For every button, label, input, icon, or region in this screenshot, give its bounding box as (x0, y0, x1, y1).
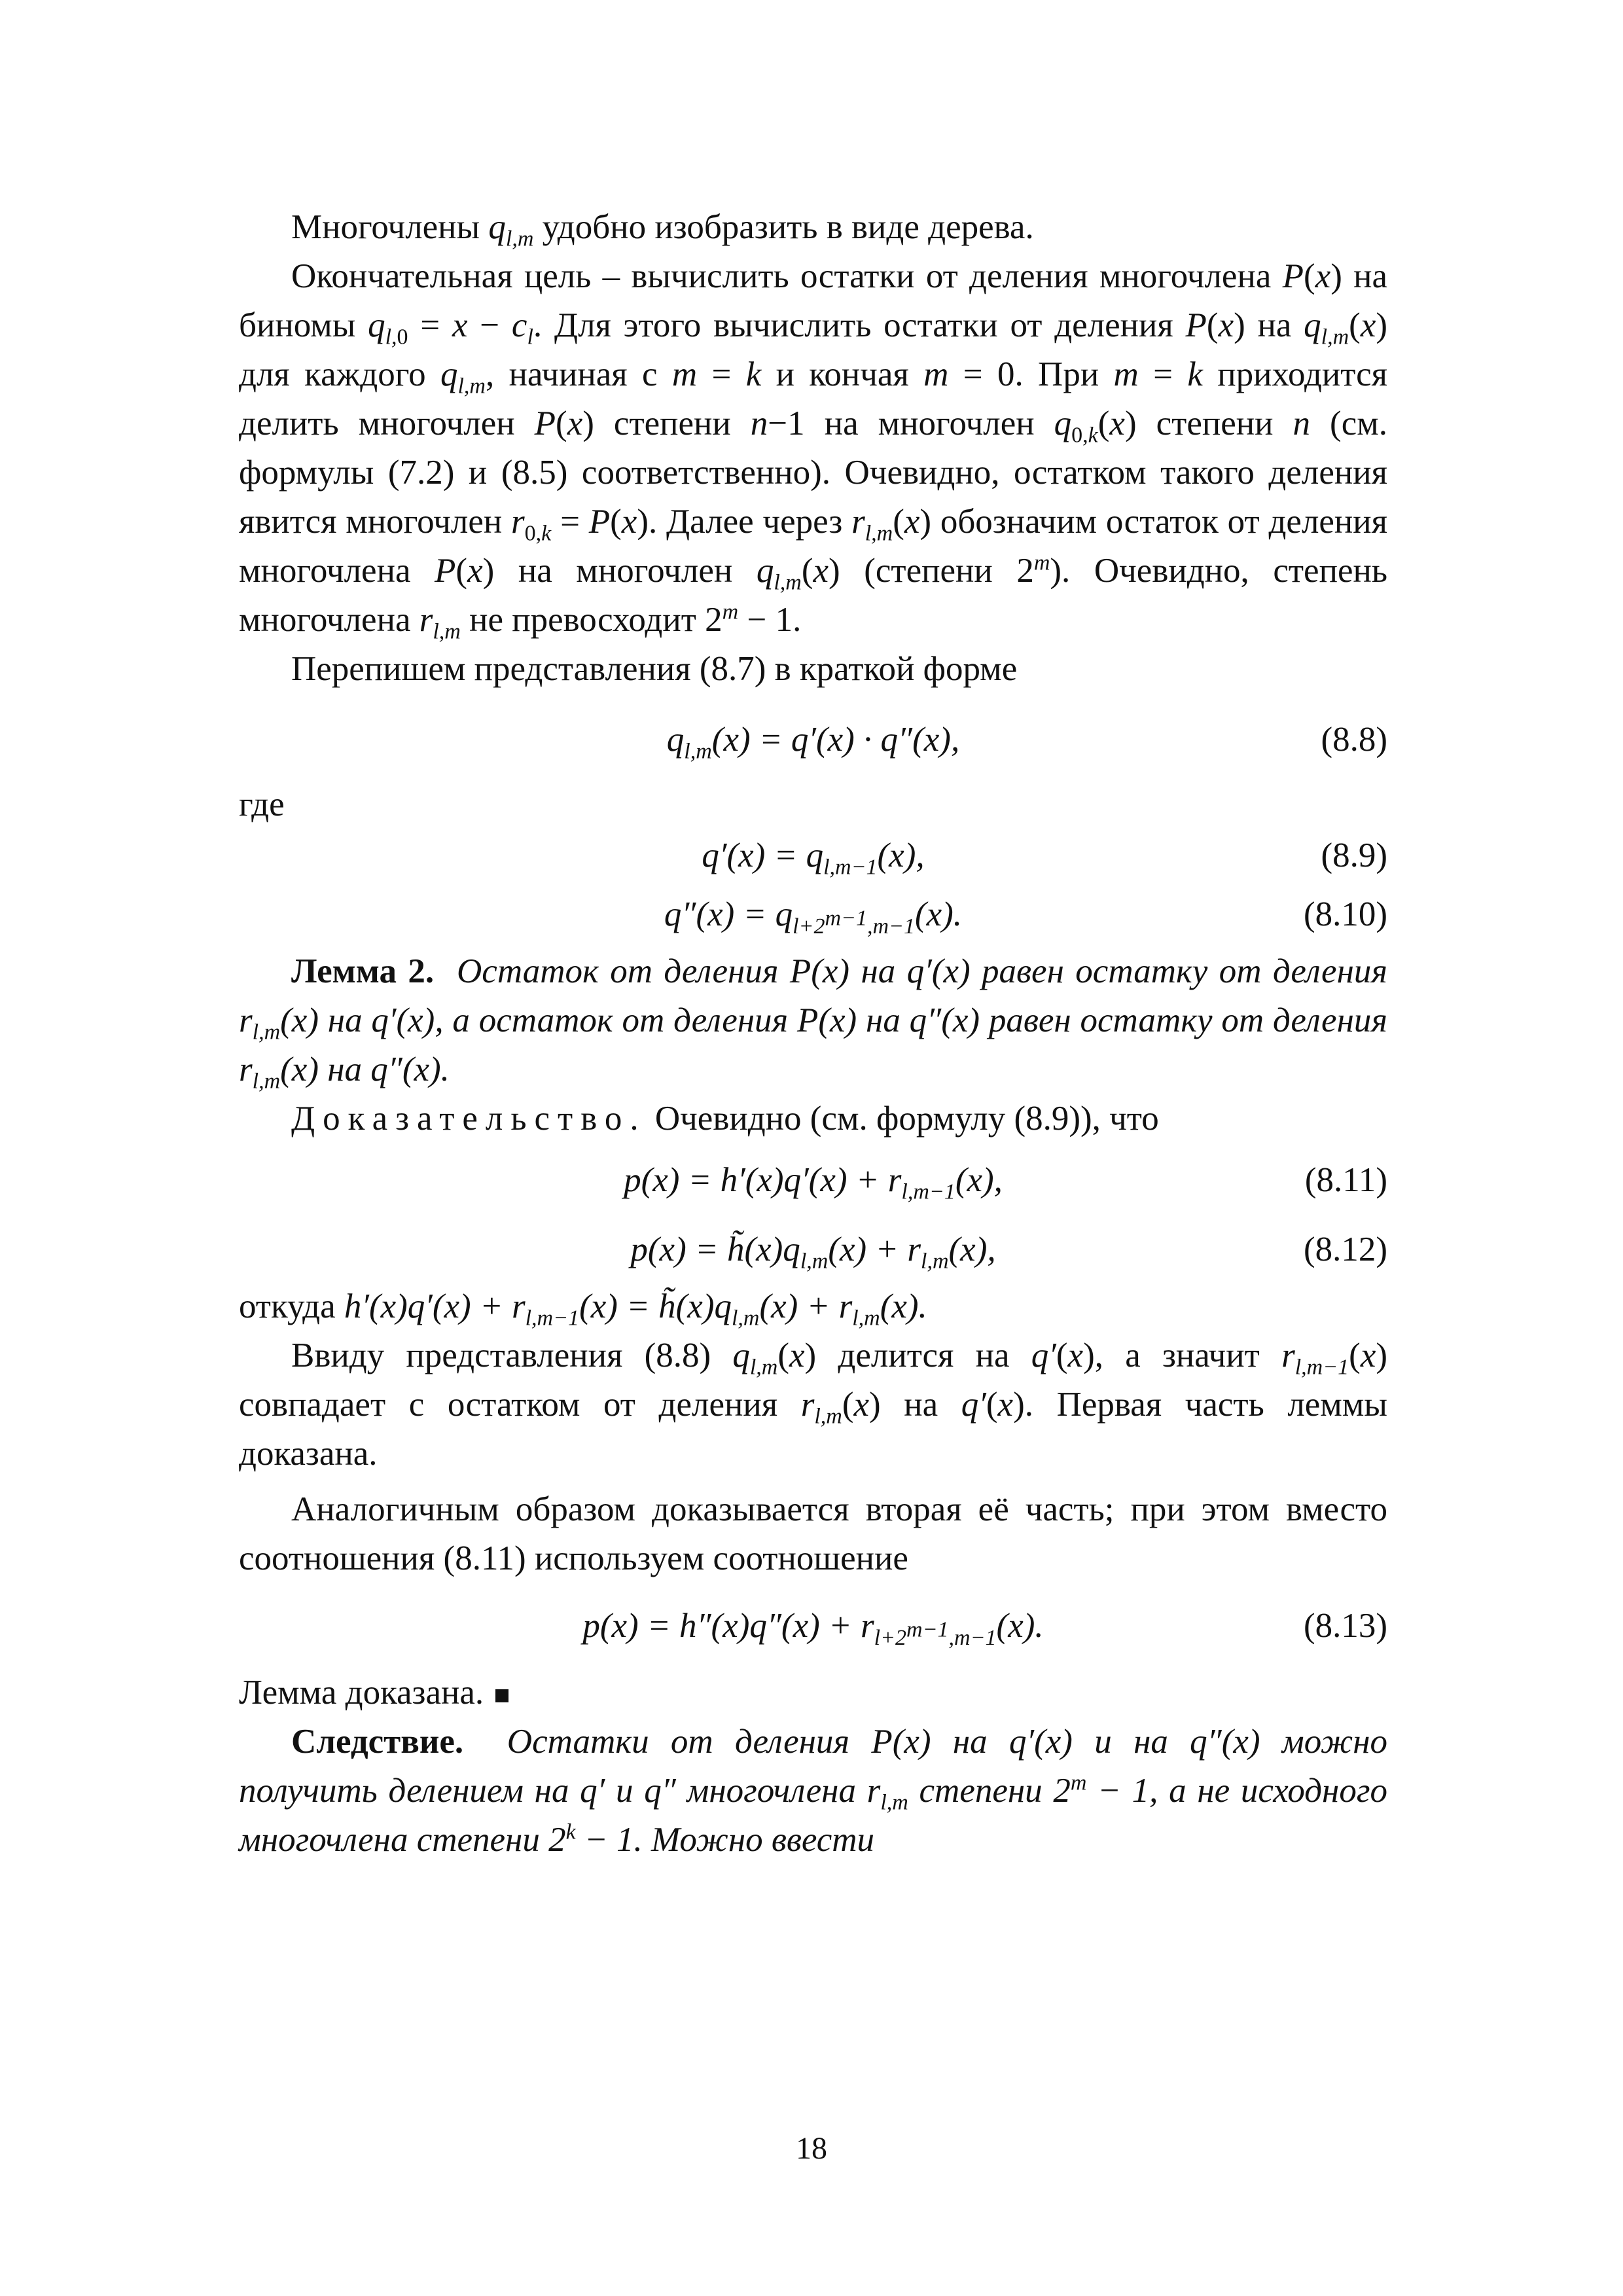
equation-8-12: $p(x) = h̃(x)q_{l,m}(x) + r_{l,m}(x)$, (8.12) (239, 1217, 1387, 1282)
equation-8-8: $q_{l,m}(x) = q'(x) \cdot q''(x)$, (8.8) (239, 703, 1387, 776)
paragraph-similarly: Аналогичным образом доказывается вторая её часть; при этом вместо соотношения (8.11) используем соотношение (239, 1490, 1387, 1577)
equation-8-9: $q'(x) = q_{l,m-1}(x)$, (8.9) (239, 829, 1387, 882)
lemma-heading: Лемма 2. (291, 952, 435, 990)
paragraph-in-view: Ввиду представления (8.8) $q_{l,m}(x)$ делится на q′(x), а значит $r_{l,m-1}(x)$ совпадает с остатком от деления $r_{l,m}(x)$ на q′(x). Первая часть леммы доказана. (239, 1336, 1387, 1473)
paragraph-final-goal: Окончательная цель – вычислить остатки от деления многочлена P(x) на биномы $q_{l,0} = x - c_l$. Для этого вычислить остатки от деления P(x) на $q_{l,m}(x)$ для каждого $q_{l,m}$, начиная с m = k и кончая m = 0. При m = k приходится делить многочлен P(x) степени n−1 на многочлен $q_{0,k}(x)$ степени n (см. формулы (7.2) и (8.5) соответственно). Очевидно, остатком такого деления явится многочлен $r_{0,k} = P(x)$. Далее через $r_{l,m}(x)$ обозначим остаток от деления многочлена P(x) на многочлен $q_{l,m}(x)$ (степени 2$^m$). Очевидно, степень многочлена $r_{l,m}$ не превосходит $2^m - 1$. (239, 257, 1388, 644)
paragraph-where: где (239, 785, 285, 823)
equation-number: (8.12) (1303, 1230, 1387, 1268)
equation-8-13: $p(x) = h''(x)q''(x) + r_{l+2^{m-1},m-1}(x)$. (8.13) (239, 1583, 1387, 1668)
equation-number: (8.8) (1321, 721, 1387, 759)
corollary: Следствие. Остатки от деления P(x) на q′(x) и на q″(x) можно получить делением на q′ и q″ многочлена $r_{l,m}$ степени $2^m - 1$, а не исходного многочлена степени $2^k - 1$. Можно ввести (239, 1723, 1387, 1859)
proof-label: Доказательство. (291, 1100, 647, 1138)
equation-number: (8.13) (1303, 1607, 1387, 1645)
paragraph-whence: откуда $h'(x)q'(x) + r_{l,m-1}(x)$ = $h̃(x)q_{l,m}(x) + r_{l,m}(x)$. (239, 1287, 927, 1331)
lemma-proved-text: Лемма доказана. (239, 1674, 484, 1712)
equation-number: (8.10) (1303, 895, 1387, 933)
lemma-2: Лемма 2. Остаток от деления P(x) на q′(x) равен остатку от деления $r_{l,m}(x)$ на q′(x), а остаток от деления P(x) на q″(x) равен остатку от деления $r_{l,m}(x)$ на q″(x). (239, 952, 1387, 1094)
page-number: 18 (796, 2131, 827, 2166)
qed-square-icon (495, 1689, 508, 1702)
equation-8-11: $p(x) = h'(x)q'(x) + r_{l,m-1}(x)$, (8.11) (239, 1143, 1387, 1217)
paragraph-lemma-proved (239, 1668, 1387, 1717)
paragraph-polynomial-tree: Многочлены $q_{l,m}$ удобно изобразить в виде дерева. (291, 208, 1034, 251)
proof-intro (239, 1094, 1387, 1143)
equation-number: (8.9) (1321, 836, 1387, 874)
corollary-heading: Следствие. (291, 1723, 464, 1761)
whence-word: откуда (239, 1287, 336, 1325)
proof-text: Очевидно (см. формулу (8.9)), что (654, 1100, 1159, 1138)
equation-8-10: $q''(x) = q_{l+2^{m-1},m-1}(x)$. (8.10) (239, 882, 1387, 947)
equation-number: (8.11) (1304, 1161, 1387, 1199)
paragraph-rewrite: Перепишем представления (8.7) в краткой форме (291, 650, 1018, 688)
text-column (239, 203, 1387, 1865)
